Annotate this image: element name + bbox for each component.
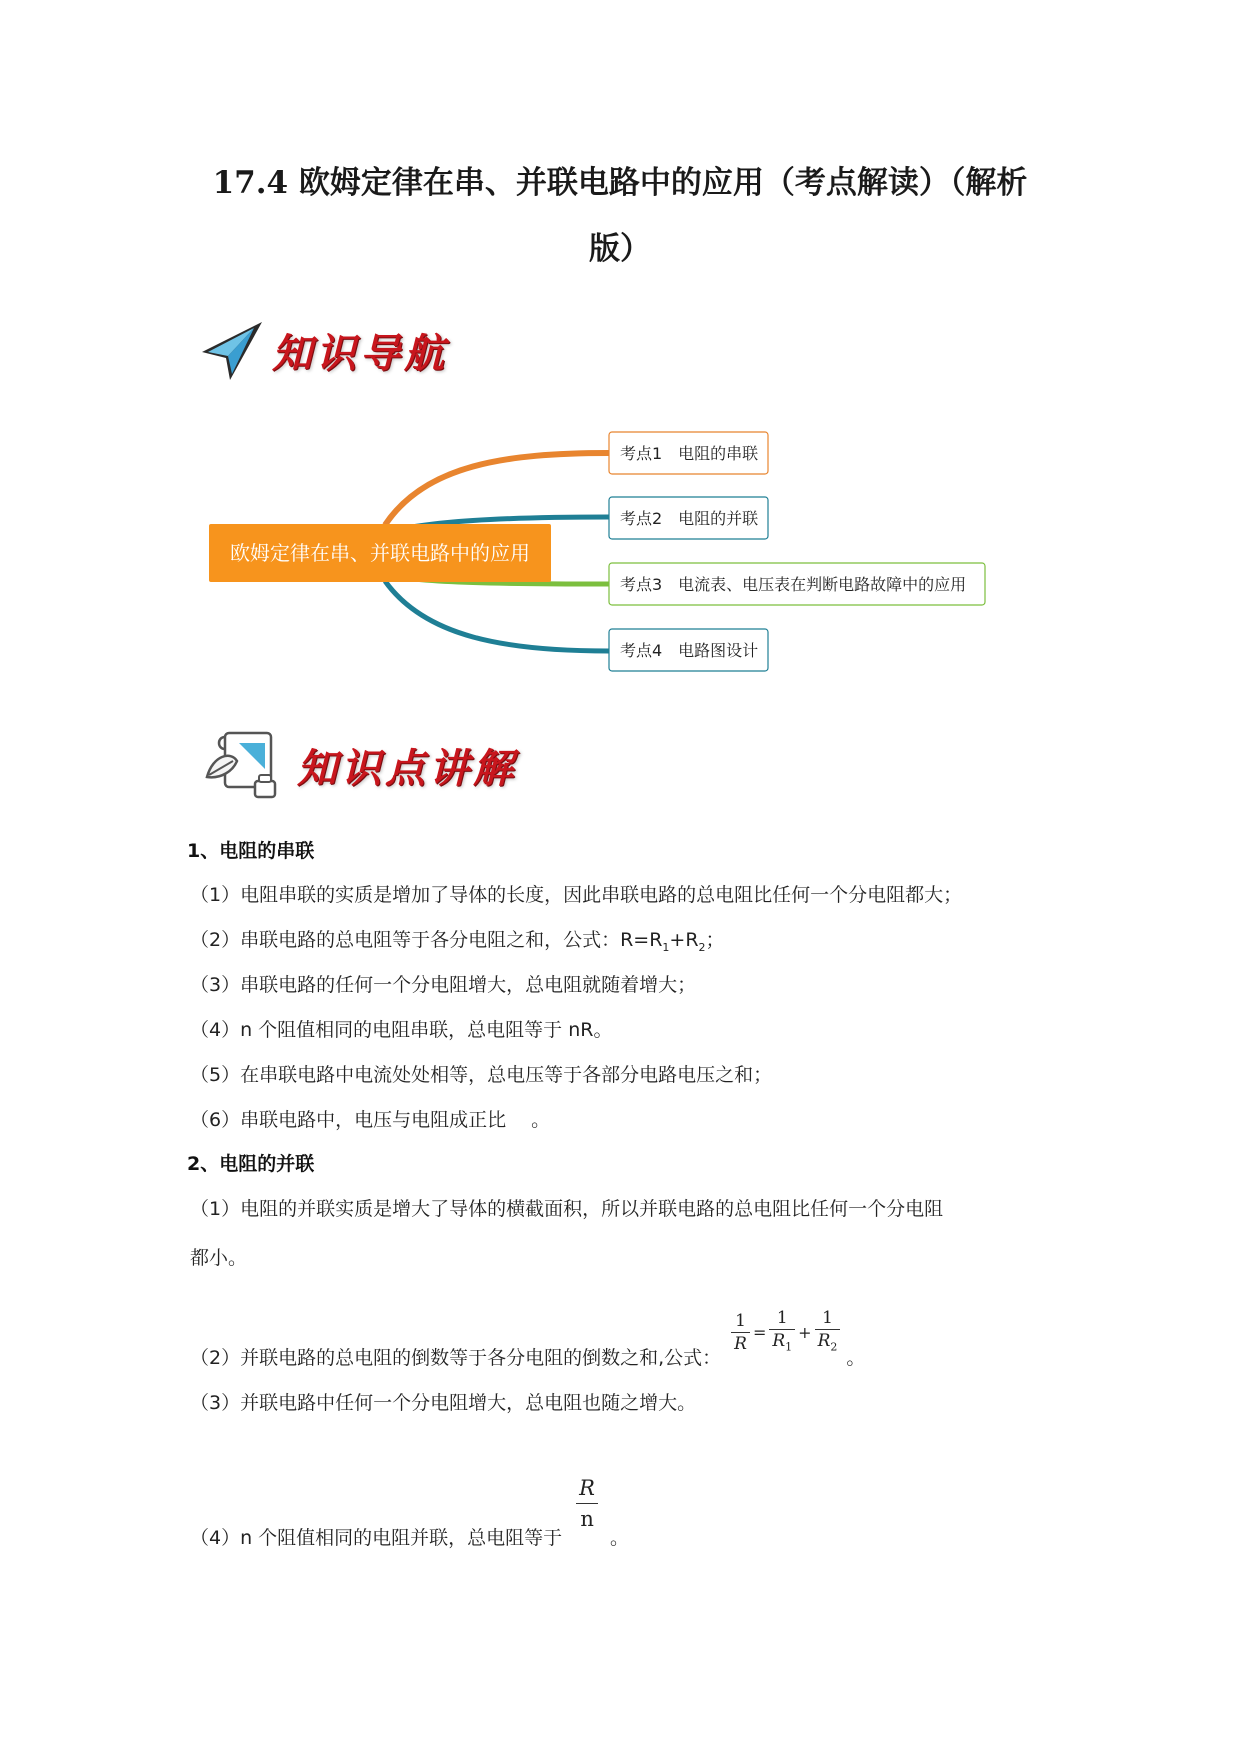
section-2-item-3: （3）并联电路中任何一个分电阻增大，总电阻也随之增大。	[190, 1392, 697, 1414]
section-2-item-4	[190, 1460, 629, 1550]
scroll-quill-icon	[203, 725, 283, 805]
center-node	[209, 524, 551, 582]
branch-node-4-label: 考点4 电路图设计	[620, 641, 759, 660]
knowledge-nav-text: 知识导航	[272, 329, 448, 377]
formula-mid: +R	[669, 929, 699, 951]
branch-connector-4	[385, 581, 609, 651]
branch-node-1-label: 考点1 电阻的串联	[620, 444, 759, 463]
mindmap	[205, 425, 1005, 685]
section-2-heading: 2、电阻的并联	[187, 1153, 315, 1175]
knowledge-explain-banner	[203, 725, 517, 805]
section-2-item-4-text: （4）n 个阻值相同的电阻并联，总电阻等于	[190, 1527, 563, 1549]
series-formula	[620, 929, 725, 954]
title-line-1: 17.4 欧姆定律在串、并联电路中的应用（考点解读）（解析	[212, 165, 1028, 201]
section-1-item-3: （3）串联电路的任何一个分电阻增大，总电阻就随着增大；	[190, 974, 697, 996]
section-2-item-2-text: （2）并联电路的总电阻的倒数等于各分电阻的倒数之和,公式：	[190, 1347, 722, 1369]
branch-connector-1	[385, 453, 609, 525]
equals-sign: =	[752, 1322, 767, 1342]
formula-sub-2: 2	[698, 940, 706, 954]
branch-node-2	[609, 497, 768, 539]
branch-node-2-label: 考点2 电阻的并联	[620, 509, 759, 528]
section-2-item-1b: 都小。	[190, 1247, 248, 1269]
branch-node-1	[609, 432, 768, 474]
section-1-item-4: （4）n 个阻值相同的电阻串联，总电阻等于 nR。	[190, 1019, 613, 1041]
center-node-label: 欧姆定律在串、并联电路中的应用	[230, 541, 530, 565]
frac-1-over-r: $\frac{1}{R}$	[731, 1310, 750, 1355]
frac-1-over-r1: $\frac{1}{R_1}$	[769, 1307, 795, 1358]
knowledge-nav-banner	[200, 318, 448, 382]
paper-plane-icon	[200, 318, 264, 382]
section-2-item-4-end: 。	[609, 1527, 629, 1549]
section-1-heading: 1、电阻的串联	[187, 840, 315, 862]
section-1-item-1: （1）电阻串联的实质是增加了导体的长度，因此串联电路的总电阻比任何一个分电阻都大；	[190, 884, 963, 906]
section-1-item-2-text: （2）串联电路的总电阻等于各分电阻之和，公式：	[190, 929, 621, 951]
parallel-formula	[731, 1307, 840, 1358]
branch-node-3	[609, 563, 985, 605]
section-1-item-5: （5）在串联电路中电流处处相等，总电压等于各部分电路电压之和；	[190, 1064, 773, 1086]
frac-1-over-r2: $\frac{1}{R_2}$	[815, 1307, 841, 1358]
title-line-2: 版）	[589, 231, 651, 267]
section-2-item-2-end: 。	[846, 1347, 866, 1369]
formula-lhs: R=R	[620, 929, 663, 951]
branch-node-4	[609, 629, 768, 671]
frac-r-over-n: $\frac{R}{n}$	[576, 1473, 598, 1534]
formula-sub-1: 1	[662, 940, 670, 954]
section-1-item-6: （6）串联电路中，电压与电阻成正比 。	[190, 1109, 551, 1131]
section-1-item-2	[190, 925, 725, 954]
section-2-item-2	[190, 1300, 865, 1370]
document-title	[150, 150, 1090, 282]
plus-sign: +	[798, 1322, 812, 1342]
section-2-item-1a: （1）电阻的并联实质是增大了导体的横截面积，所以并联电路的总电阻比任何一个分电阻	[190, 1198, 944, 1220]
knowledge-explain-text: 知识点讲解	[297, 744, 517, 792]
branch-node-3-label: 考点3 电流表、电压表在判断电路故障中的应用	[620, 575, 967, 594]
formula-end: ；	[705, 929, 725, 951]
